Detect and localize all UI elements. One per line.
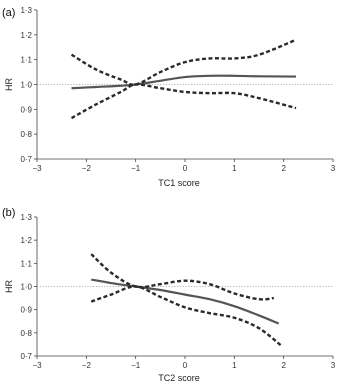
y-tick-label: 0·8: [20, 328, 32, 338]
x-tick-label: −2: [81, 164, 91, 173]
x-tick-label: 3: [330, 361, 336, 370]
y-tick-label: 0·9: [20, 105, 32, 115]
x-axis-label: TC2 score: [158, 373, 200, 383]
x-tick-label: 2: [281, 361, 286, 370]
x-tick-label: 1: [232, 361, 237, 370]
x-tick-label: 1: [232, 164, 237, 173]
x-axis-label: TC1 score: [158, 178, 200, 188]
panel-label: (a): [2, 7, 16, 19]
x-tick-label: −3: [32, 164, 42, 173]
y-tick-label: 1·0: [20, 80, 32, 90]
x-tick-label: 0: [182, 164, 188, 173]
y-tick-label: 1·2: [20, 30, 32, 40]
confidence-bound-line: [72, 84, 296, 118]
y-tick-label: 1·3: [20, 213, 32, 222]
x-tick-label: −2: [81, 361, 91, 370]
x-tick-label: −1: [131, 361, 141, 370]
y-axis-label: HR: [4, 280, 14, 293]
hr-estimate-line: [72, 76, 296, 89]
y-tick-label: 1·2: [20, 236, 32, 246]
x-tick-label: 0: [182, 361, 188, 370]
y-tick-label: 1·3: [20, 6, 32, 15]
y-axis-label: HR: [4, 78, 14, 91]
y-tick-label: 0·9: [20, 305, 32, 315]
y-tick-label: 1·1: [20, 55, 32, 65]
y-tick-label: 1·1: [20, 259, 32, 269]
y-tick-label: 0·7: [20, 155, 32, 164]
x-tick-label: 3: [330, 164, 336, 173]
y-tick-label: 0·8: [20, 130, 32, 140]
panel-b: [2, 207, 336, 383]
y-tick-label: 0·7: [20, 352, 32, 361]
panel-label: (b): [2, 207, 16, 219]
x-tick-label: −3: [32, 361, 42, 370]
x-tick-label: 2: [281, 164, 286, 173]
y-tick-label: 1·0: [20, 282, 32, 292]
panel-a: [2, 6, 336, 188]
x-tick-label: −1: [131, 164, 141, 173]
